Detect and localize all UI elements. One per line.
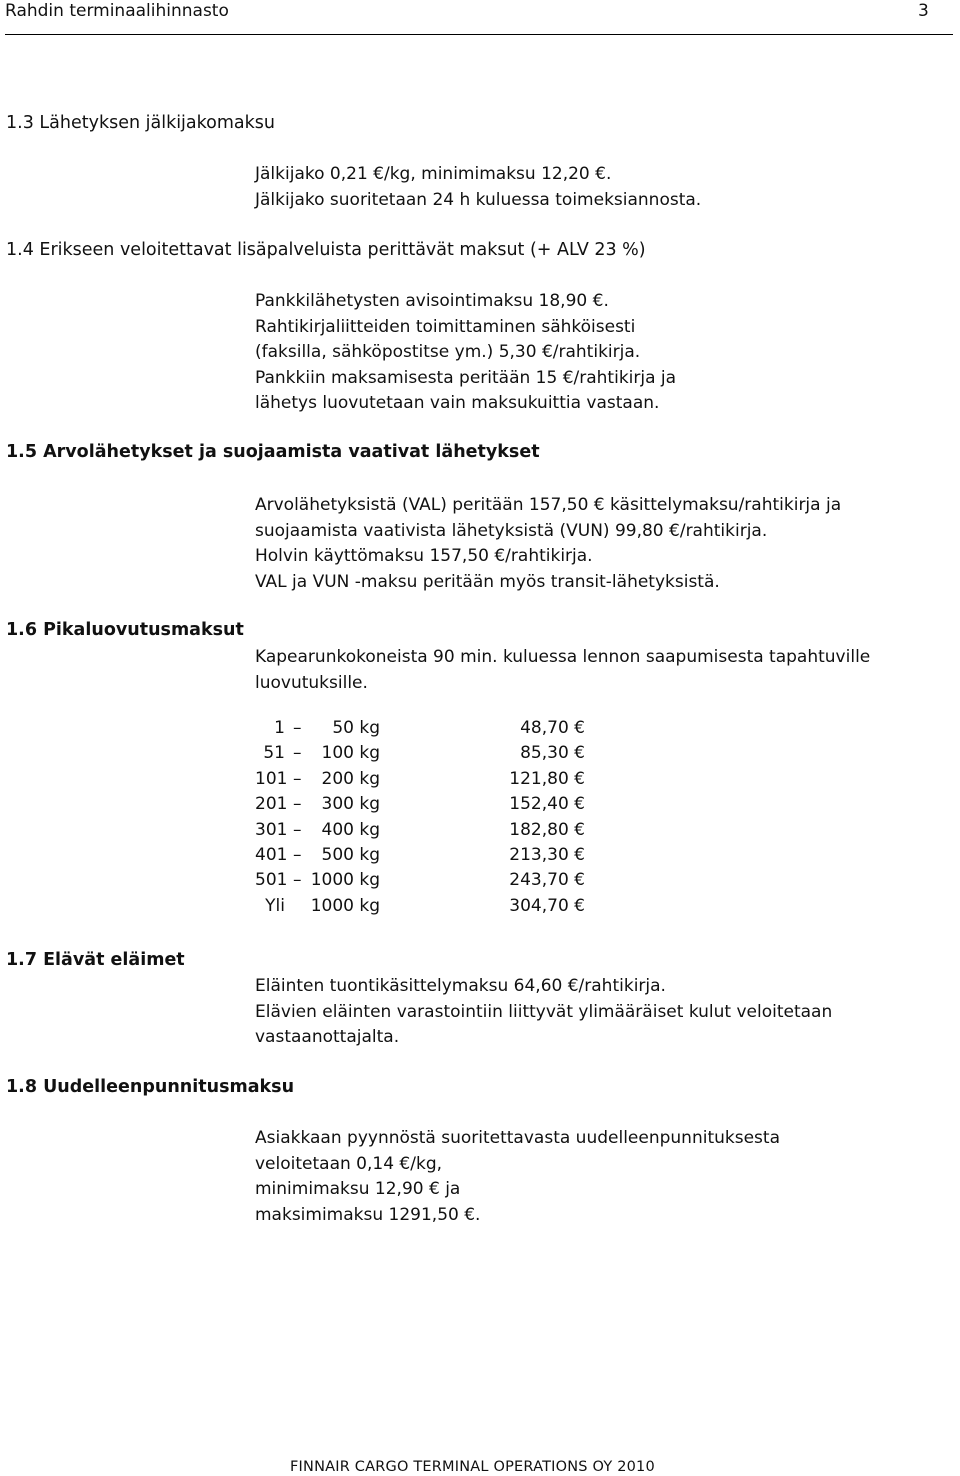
weight-to: 100 kg	[321, 743, 380, 764]
weight-to: 500 kg	[321, 844, 380, 865]
range-dash: –	[293, 870, 302, 891]
body-line: Kapearunkokoneista 90 min. kuluessa lennon saapumisesta tapahtuville	[255, 647, 871, 667]
weight-from: 51	[263, 743, 285, 764]
rate-amount: 121,80 €	[509, 768, 585, 789]
section-heading-1-5: 1.5 Arvolähetykset ja suojaamista vaativat lähetykset	[6, 442, 540, 462]
weight-from: Yli	[265, 895, 285, 916]
section-body-1-4	[255, 289, 676, 417]
body-line: VAL ja VUN -maksu peritään myös transit-lähetyksistä.	[255, 571, 720, 592]
body-line: veloitetaan 0,14 €/kg,	[255, 1153, 443, 1174]
range-dash: –	[293, 718, 302, 738]
section-heading-1-6: 1.6 Pikaluovutusmaksut	[6, 620, 244, 640]
weight-to: 1000 kg	[310, 895, 380, 916]
body-line: Holvin käyttömaksu 157,50 €/rahtikirja.	[255, 546, 593, 566]
body-line: Rahtikirjaliitteiden toimittaminen sähköisesti	[255, 316, 636, 337]
document-title: Rahdin terminaalihinnasto	[5, 1, 229, 21]
body-line: Elävien eläinten varastointiin liittyvät ylimääräiset kulut veloitetaan	[255, 1001, 833, 1022]
weight-from: 501	[255, 870, 288, 891]
rate-amount: 152,40 €	[509, 794, 585, 815]
section-heading-1-3: 1.3 Lähetyksen jälkijakomaksu	[6, 113, 275, 133]
range-dash: –	[293, 819, 302, 840]
weight-to: 50 kg	[332, 718, 380, 738]
section-body-1-8	[255, 1126, 780, 1228]
rate-amount: 304,70 €	[509, 895, 585, 916]
body-line: vastaanottajalta.	[255, 1027, 400, 1047]
section-heading-1-7: 1.7 Elävät eläimet	[6, 950, 185, 970]
weight-to: 1000 kg	[310, 870, 380, 891]
section-body-1-3	[255, 162, 701, 213]
body-line: Jälkijako 0,21 €/kg, minimimaksu 12,20 €.	[255, 164, 612, 184]
rate-amount: 48,70 €	[520, 718, 585, 738]
body-line: luovutuksille.	[255, 672, 368, 693]
weight-to: 300 kg	[321, 794, 380, 815]
rate-amount: 213,30 €	[509, 844, 585, 865]
body-line: Jälkijako suoritetaan 24 h kuluessa toimeksiannosta.	[255, 189, 702, 210]
weight-from: 101	[255, 768, 288, 789]
weight-to: 200 kg	[321, 768, 380, 789]
body-line: Eläinten tuontikäsittelymaksu 64,60 €/rahtikirja.	[255, 976, 666, 996]
rate-amount: 182,80 €	[509, 819, 585, 840]
section-body-1-7	[255, 974, 832, 1051]
body-line: Asiakkaan pyynnöstä suoritettavasta uudelleenpunnituksesta	[255, 1128, 780, 1148]
rate-amount: 85,30 €	[520, 743, 585, 764]
weight-from: 201	[255, 794, 288, 815]
range-dash: –	[293, 743, 302, 764]
rate-amount: 243,70 €	[509, 870, 585, 891]
weight-from: 401	[255, 844, 288, 865]
body-line: (faksilla, sähköpostitse ym.) 5,30 €/rahtikirja.	[255, 342, 641, 362]
page-number: 3	[918, 1, 929, 21]
header-divider	[5, 34, 953, 35]
body-line: minimimaksu 12,90 € ja	[255, 1179, 461, 1199]
weight-from: 1	[274, 718, 285, 738]
range-dash: –	[293, 768, 302, 789]
page-footer: FINNAIR CARGO TERMINAL OPERATIONS OY 2010	[290, 1459, 655, 1475]
weight-from: 301	[255, 819, 288, 840]
section-heading-1-8: 1.8 Uudelleenpunnitusmaksu	[6, 1077, 295, 1097]
body-line: maksimimaksu 1291,50 €.	[255, 1204, 481, 1225]
body-line: Pankkiin maksamisesta peritään 15 €/rahtikirja ja	[255, 367, 677, 388]
section-heading-1-4: 1.4 Erikseen veloitettavat lisäpalveluista perittävät maksut (+ ALV 23 %)	[6, 240, 646, 260]
range-dash: –	[293, 844, 302, 865]
section-body-1-6	[255, 645, 870, 696]
body-line: suojaamista vaativista lähetyksistä (VUN) 99,80 €/rahtikirja.	[255, 520, 768, 541]
weight-to: 400 kg	[321, 819, 380, 840]
body-line: Arvolähetyksistä (VAL) peritään 157,50 € käsittelymaksu/rahtikirja ja	[255, 495, 842, 515]
section-body-1-5	[255, 493, 841, 595]
body-line: Pankkilähetysten avisointimaksu 18,90 €.	[255, 291, 609, 311]
body-line: lähetys luovutetaan vain maksukuittia vastaan.	[255, 393, 660, 413]
range-dash: –	[293, 794, 302, 815]
